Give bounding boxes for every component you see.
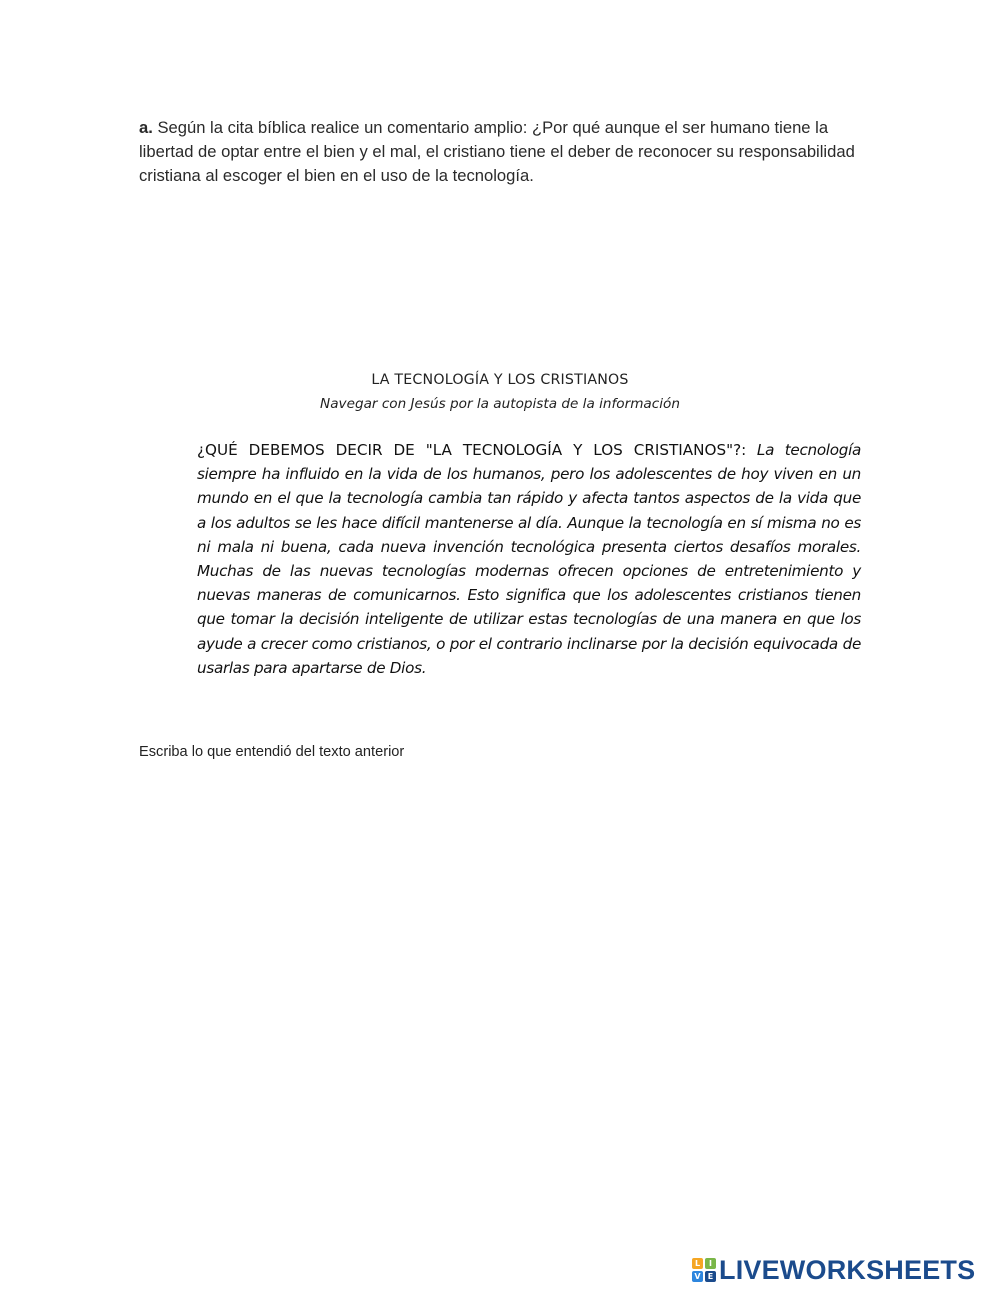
reading-body: La tecnología siempre ha influido en la vida de los humanos, pero los adolescentes de hoy viven en un mundo en el que la tecnología cambia tan rápido y afecta tantos aspectos de la vida que a los adultos se les hace difícil mantenerse al día. Aunque la tecnología en sí misma no es ni mala ni buena, cada nueva invención tecnológica presenta ciertos desafíos morales. Muchas de las nuevas tecnologías modernas ofrecen opciones de entretenimiento y nuevas maneras de comunicarnos. Esto significa que los adolescentes cristianos tienen que tomar la decisión inteligente de utilizar estas tecnologías de una manera en que los ayude a crecer como cristianos, o por el contrario inclinarse por la decisión equivocada de usarlas para apartarse de Dios. bbox=[197, 441, 861, 677]
brand-name: LIVEWORKSHEETS bbox=[719, 1254, 976, 1285]
logo-tile: E bbox=[705, 1271, 716, 1282]
reading-paragraph bbox=[197, 438, 861, 680]
logo-tile: L bbox=[692, 1258, 703, 1269]
reading-title: LA TECNOLOGÍA Y LOS CRISTIANOS bbox=[371, 372, 629, 388]
instruction-text: Escriba lo que entendió del texto anterior bbox=[139, 744, 405, 760]
logo-tile: V bbox=[692, 1271, 703, 1282]
liveworksheets-logo-icon bbox=[692, 1258, 716, 1282]
question-text: Según la cita bíblica realice un comentario amplio: ¿Por qué aunque el ser humano tiene la libertad de optar entre el bien y el mal, el cristiano tiene el deber de reconocer su responsabilidad cristiana al escoger el bien en el uso de la tecnología. bbox=[139, 118, 855, 185]
reading-subtitle: Navegar con Jesús por la autopista de la información bbox=[320, 396, 680, 412]
question-a bbox=[139, 116, 861, 188]
logo-tile: I bbox=[705, 1258, 716, 1269]
reading-lead: ¿QUÉ DEBEMOS DECIR DE "LA TECNOLOGÍA Y LOS CRISTIANOS"?: bbox=[197, 441, 747, 459]
question-marker: a. bbox=[139, 118, 153, 137]
liveworksheets-logo bbox=[692, 1254, 975, 1286]
